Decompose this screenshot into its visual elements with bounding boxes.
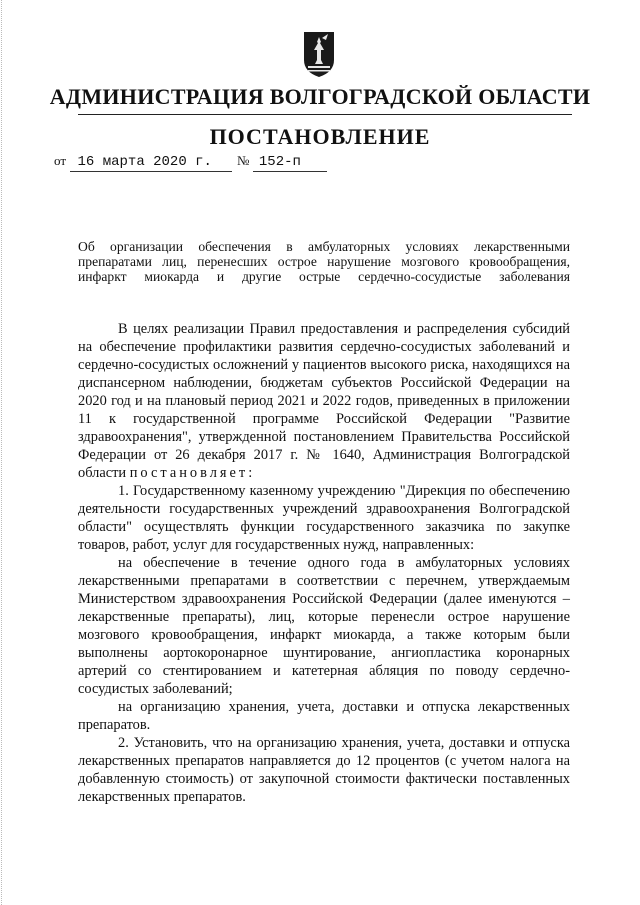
date-label: от <box>54 153 67 168</box>
organization-title: АДМИНИСТРАЦИЯ ВОЛГОГРАДСКОЙ ОБЛАСТИ <box>49 84 591 109</box>
number-value: 152-п <box>253 154 327 172</box>
number-label: № <box>237 153 250 168</box>
preamble-text: В целях реализации Правил предоставления и распределения субсидий на обеспечение профилактики развития сердечно-сосудистых заболеваний и сердечно-сосудистых осложнений у пациентов высокого риска, находящихся на диспансерном наблюдении, бюджетам субъектов Российской Федерации на 2020 год и на плановый период 2021 и 2022 годов, приведенных в приложении 11 к государственной программе Российской Федерации "Развитие здравоохранения", утвержденной постановлением Правительства Российской Федерации от 26 декабря 2017 г. № 1640, Администрация Волгоградской области <box>78 321 570 481</box>
number-field <box>237 153 327 172</box>
document-body <box>78 320 570 806</box>
item-1a-paragraph: на обеспечение в течение одного года в амбулаторных условиях лекарственными препаратами в соответствии с перечнем, утверждаемым Министерством здравоохранения Российской Федерации (далее именуются – лекарственные препараты), лиц, которые перенесли острое нарушение мозгового кровообращения, инфаркт миокарда, а также которым были выполнены аортокоронарное шунтирование, ангиопластика коронарных артерий со стентированием и катетерная абляция по поводу сердечно-сосудистых заболеваний; <box>78 555 570 697</box>
item-1b-paragraph: на организацию хранения, учета, доставки и отпуска лекарственных препаратов. <box>78 699 570 733</box>
document-subject <box>78 239 570 284</box>
subject-line: препаратами лиц, перенесших острое нарушение мозгового кровообращения, <box>78 254 570 269</box>
subject-line: Об организации обеспечения в амбулаторных условиях лекарственными <box>78 239 570 254</box>
header-divider <box>78 114 572 115</box>
date-value: 16 марта 2020 г. <box>70 154 232 172</box>
item-1-paragraph: 1. Государственному казенному учреждению "Дирекция по обеспечению деятельности государственных учреждений здравоохранения Волгоградской области" осуществлять функции государственного заказчика по закупке товаров, работ, услуг для государственных нужд, направленных: <box>78 483 570 553</box>
document-type: ПОСТАНОВЛЕНИЕ <box>209 124 431 149</box>
volgograd-coat-of-arms-icon <box>302 30 336 78</box>
decree-word: постановляет: <box>129 465 256 481</box>
preamble-paragraph <box>78 320 570 482</box>
item-2-paragraph: 2. Установить, что на организацию хранения, учета, доставки и отпуска лекарственных препаратов направляется до 12 процентов (с учетом налога на добавленную стоимость) от закупочной стоимости фактически поставленных лекарственных препаратов. <box>78 735 570 805</box>
subject-line: инфаркт миокарда и другие острые сердечно-сосудистые заболевания <box>78 269 570 284</box>
date-field <box>54 153 232 172</box>
